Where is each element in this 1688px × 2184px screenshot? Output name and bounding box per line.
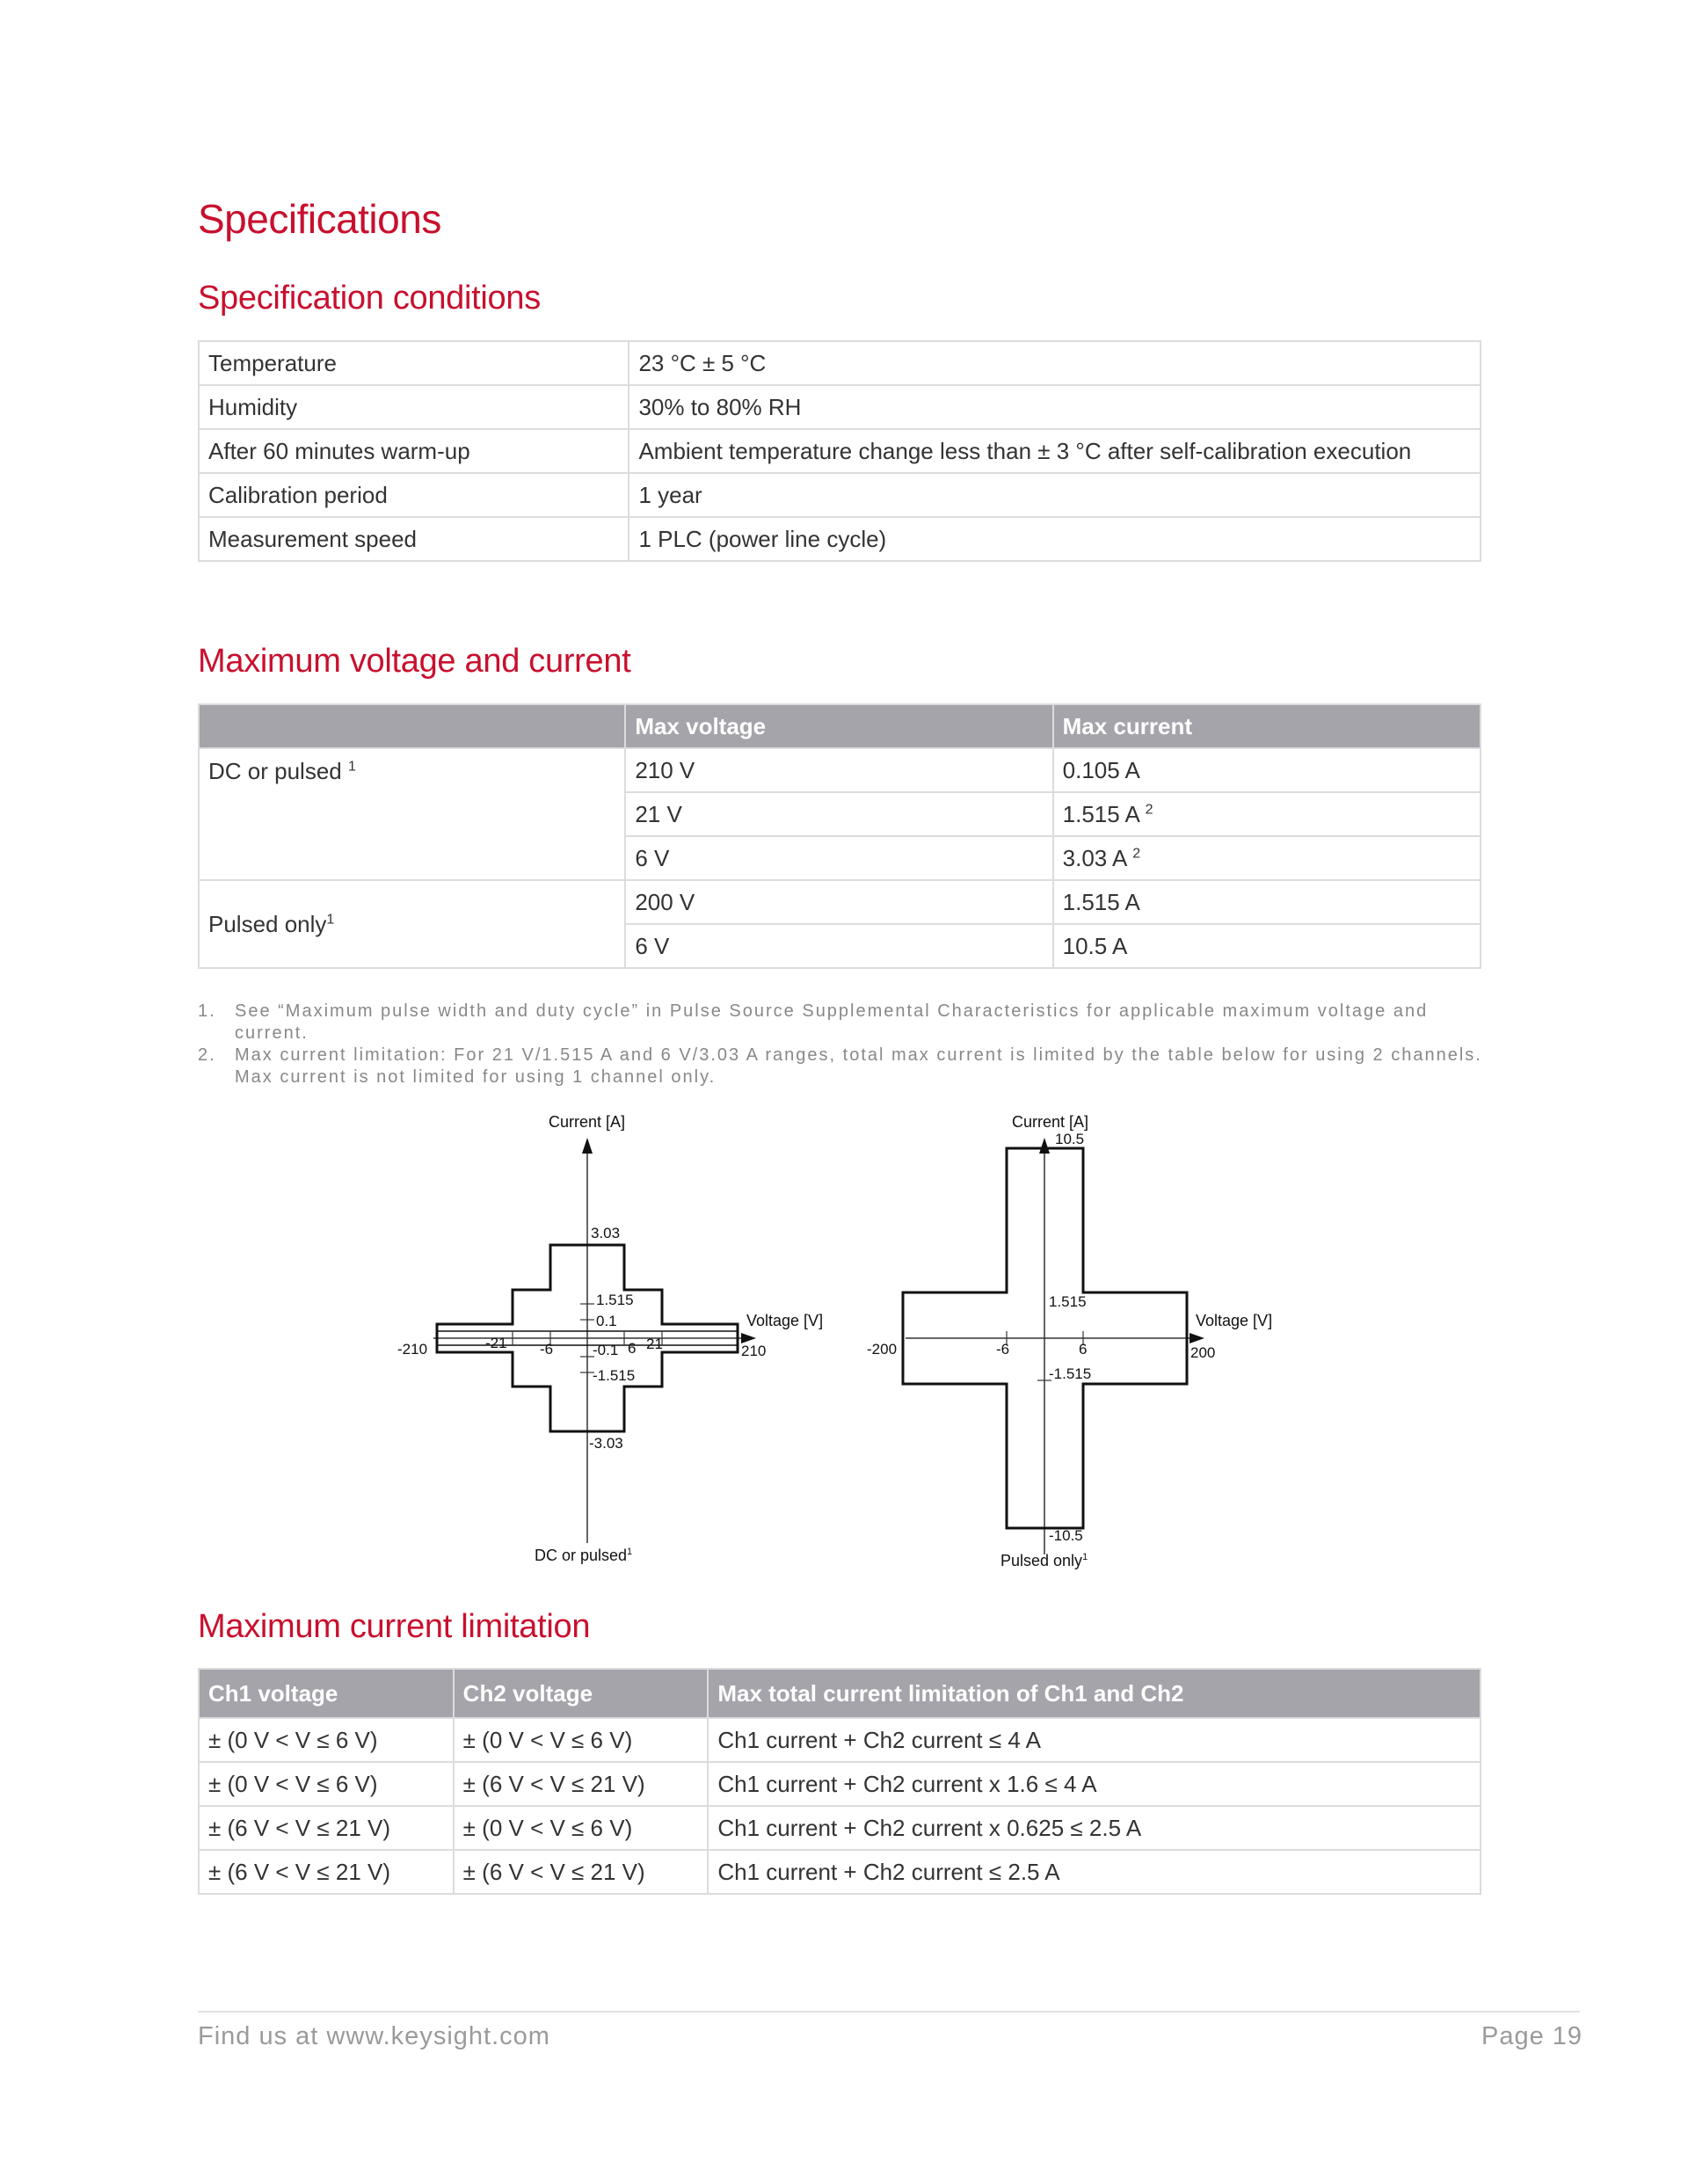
table-cell: [1053, 924, 1481, 968]
footnote-ref: 1: [347, 759, 356, 775]
footnote-ref: 2: [1145, 801, 1153, 817]
dc-or-pulsed-diagram: [397, 1113, 823, 1564]
diagram-caption: [535, 1547, 632, 1564]
footnote-1: [198, 1001, 1499, 1045]
table-cell: 21 V: [625, 792, 1052, 836]
page-number: Page 19: [1481, 2022, 1583, 2050]
cell-text: 1.515 A: [1062, 888, 1140, 915]
x-axis-label: Voltage [V]: [746, 1312, 824, 1329]
group-label-dc-or-pulsed: [199, 748, 625, 880]
max-voltage-current-table: [198, 703, 1481, 969]
table-cell: After 60 minutes warm-up: [199, 429, 629, 473]
table-cell: 1 PLC (power line cycle): [629, 517, 1481, 561]
operating-region-diagrams: [0, 1099, 1688, 1583]
table-cell: [1053, 748, 1481, 792]
table-cell: 6 V: [625, 924, 1052, 968]
table-row: [199, 473, 1481, 517]
tick-label: 210: [741, 1343, 767, 1359]
x-axis-label: Voltage [V]: [1196, 1312, 1273, 1329]
caption-sup: 1: [627, 1547, 633, 1557]
table-header-max-total-current: Max total current limitation of Ch1 and Ch2: [708, 1669, 1481, 1718]
tick-label: -1.515: [593, 1367, 636, 1384]
footnote-ref: 1: [326, 911, 335, 927]
tick-label: -0.1: [593, 1342, 619, 1358]
table-cell: Calibration period: [199, 473, 629, 517]
table-cell: 23 °C ± 5 °C: [629, 341, 1481, 385]
table-row: [199, 880, 1481, 924]
footnote-ref: 2: [1132, 845, 1141, 861]
table-header-max-voltage: Max voltage: [625, 704, 1052, 748]
table-cell: 210 V: [625, 748, 1052, 792]
y-axis-arrow-icon: [1039, 1138, 1050, 1154]
tick-label: 6: [628, 1340, 637, 1357]
tick-label: -200: [867, 1341, 898, 1358]
table-cell: ± (6 V < V ≤ 21 V): [454, 1850, 709, 1894]
table-cell: [1053, 792, 1481, 836]
tick-label: 10.5: [1055, 1131, 1085, 1147]
pulsed-only-diagram: [867, 1113, 1272, 1569]
footnote-number: 2.: [198, 1045, 216, 1065]
tick-label: 1.515: [596, 1292, 634, 1308]
table-cell: ± (6 V < V ≤ 21 V): [199, 1850, 454, 1894]
tick-label: 21: [646, 1336, 663, 1352]
table-row: [199, 429, 1481, 473]
tick-label: 1.515: [1049, 1293, 1087, 1310]
section-heading-current-limitation: Maximum current limitation: [198, 1608, 591, 1645]
tick-label: 3.03: [591, 1225, 621, 1241]
page-title: Specifications: [198, 196, 441, 242]
tick-label: -6: [996, 1341, 1010, 1358]
footer-divider: [198, 2011, 1580, 2013]
caption-text: DC or pulsed: [535, 1547, 628, 1564]
tick-label: -21: [485, 1335, 507, 1351]
table-row: [199, 748, 1481, 792]
table-cell: Humidity: [199, 385, 629, 429]
table-cell: Measurement speed: [199, 517, 629, 561]
table-header-row: [199, 704, 1481, 748]
group-label-text: Pulsed only: [208, 910, 327, 937]
section-heading-max-voltage-current: Maximum voltage and current: [198, 643, 631, 680]
cell-text: 0.105 A: [1062, 756, 1140, 783]
footer-website[interactable]: Find us at www.keysight.com: [198, 2022, 550, 2050]
tick-label: 6: [1079, 1341, 1088, 1358]
table-header-row: [199, 1669, 1481, 1718]
table-cell: Ch1 current + Ch2 current x 0.625 ≤ 2.5 A: [708, 1806, 1481, 1850]
footnote-text: Max current limitation: For 21 V/1.515 A and 6 V/3.03 A ranges, total max current is limited by the table below for using 2 channels. Max current is not limited for using 1 channel only.: [235, 1045, 1482, 1087]
footnote-2: [198, 1045, 1499, 1088]
table-header-max-current: Max current: [1053, 704, 1481, 748]
table-row: [199, 385, 1481, 429]
tick-label: -6: [540, 1341, 554, 1358]
table-cell: Ambient temperature change less than ± 3 °C after self-calibration execution: [629, 429, 1481, 473]
table-row: [199, 517, 1481, 561]
table-cell: ± (0 V < V ≤ 6 V): [454, 1718, 709, 1762]
table-cell: ± (0 V < V ≤ 6 V): [199, 1762, 454, 1806]
table-cell: ± (0 V < V ≤ 6 V): [454, 1806, 709, 1850]
table-cell: [1053, 880, 1481, 924]
table-cell: ± (0 V < V ≤ 6 V): [199, 1718, 454, 1762]
footnote-text: See “Maximum pulse width and duty cycle” in Pulse Source Supplemental Characteristics for applicable maximum voltage and current.: [235, 1001, 1429, 1043]
table-cell: Temperature: [199, 341, 629, 385]
current-limitation-table: [198, 1668, 1481, 1895]
group-label-text: DC or pulsed: [208, 758, 342, 784]
tick-label: 0.1: [596, 1313, 617, 1329]
caption-text: Pulsed only: [1000, 1552, 1083, 1569]
table-cell: 200 V: [625, 880, 1052, 924]
section-heading-conditions: Specification conditions: [198, 280, 541, 317]
table-header-ch2-voltage: Ch2 voltage: [454, 1669, 709, 1718]
diagram-caption: [1000, 1552, 1088, 1569]
table-cell: ± (6 V < V ≤ 21 V): [199, 1806, 454, 1850]
tick-label: -1.515: [1049, 1365, 1092, 1382]
footnote-number: 1.: [198, 1001, 216, 1021]
tick-label: -3.03: [589, 1435, 623, 1452]
table-cell: 30% to 80% RH: [629, 385, 1481, 429]
table-cell: Ch1 current + Ch2 current x 1.6 ≤ 4 A: [708, 1762, 1481, 1806]
group-label-pulsed-only: [199, 880, 625, 968]
tick-label: -10.5: [1049, 1527, 1083, 1544]
table-cell: ± (6 V < V ≤ 21 V): [454, 1762, 709, 1806]
table-row: [199, 1718, 1481, 1762]
y-axis-label: Current [A]: [549, 1113, 626, 1131]
conditions-table: [198, 340, 1481, 562]
table-cell: 6 V: [625, 836, 1052, 880]
caption-sup: 1: [1082, 1552, 1088, 1562]
footnotes: [198, 1001, 1499, 1088]
y-axis-label: Current [A]: [1012, 1113, 1089, 1131]
table-cell: Ch1 current + Ch2 current ≤ 4 A: [708, 1718, 1481, 1762]
table-cell: 1 year: [629, 473, 1481, 517]
x-axis-arrow-icon: [1190, 1333, 1204, 1343]
table-header-ch1-voltage: Ch1 voltage: [199, 1669, 454, 1718]
cell-text: 10.5 A: [1062, 932, 1128, 959]
cell-text: 1.515 A: [1062, 800, 1139, 827]
table-row: [199, 1806, 1481, 1850]
table-header-blank: [199, 704, 625, 748]
table-row: [199, 1762, 1481, 1806]
table-cell: Ch1 current + Ch2 current ≤ 2.5 A: [708, 1850, 1481, 1894]
y-axis-arrow-icon: [582, 1138, 593, 1154]
table-row: [199, 1850, 1481, 1894]
table-row: [199, 341, 1481, 385]
table-cell: [1053, 836, 1481, 880]
cell-text: 3.03 A: [1062, 844, 1126, 871]
tick-label: 200: [1190, 1344, 1216, 1361]
tick-label: -210: [397, 1341, 428, 1358]
